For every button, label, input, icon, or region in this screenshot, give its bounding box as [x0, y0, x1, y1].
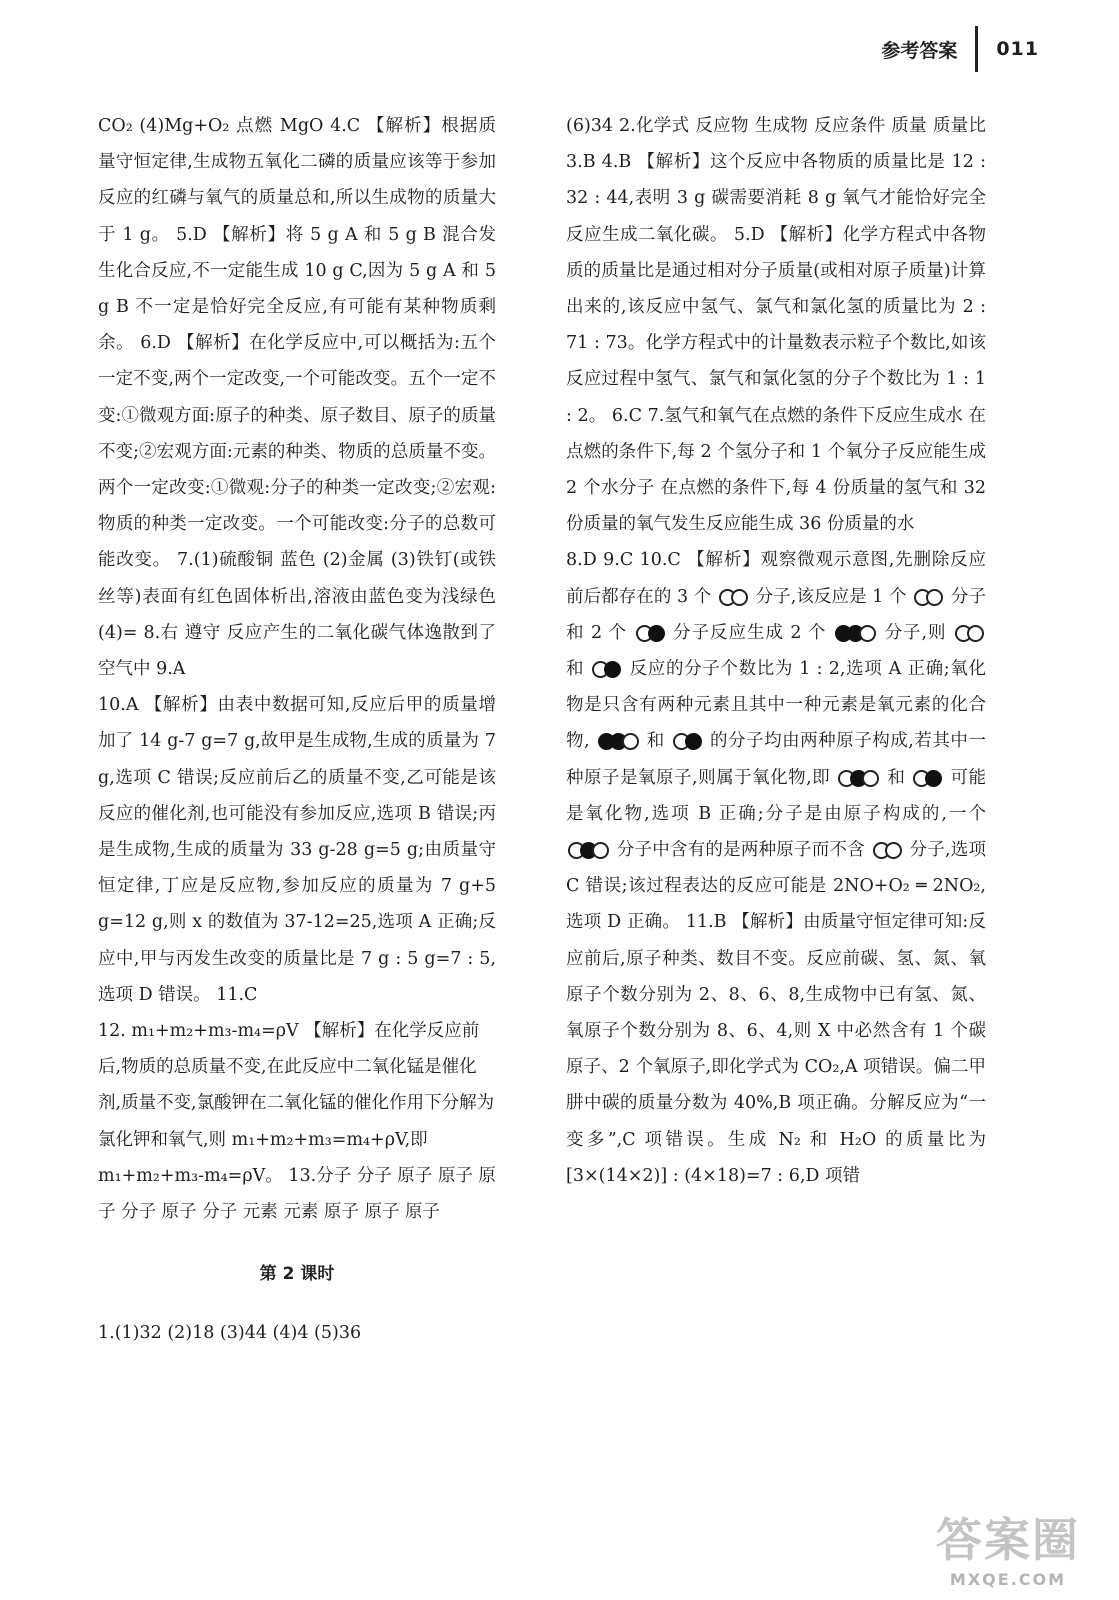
text-segment: 分子中含有的是两种原子而不含 — [616, 840, 865, 861]
section-title: 第 2 课时 — [259, 1264, 335, 1285]
molecule-black-black-white-icon — [835, 625, 876, 642]
molecule-white-black-icon — [913, 770, 942, 787]
watermark-text: 答案圈 — [936, 1512, 1080, 1567]
right-column — [566, 108, 986, 1194]
molecule-white-white-icon — [719, 589, 748, 606]
text-segment: 和 — [566, 659, 585, 680]
text-segment: 和 — [646, 731, 665, 752]
page-number: 011 — [996, 38, 1039, 60]
header-label: 参考答案 — [881, 39, 958, 62]
left-paragraph-4: 1.(1)32 (2)18 (3)44 (4)4 (5)36 — [98, 1322, 362, 1343]
molecule-white-black-white-icon — [838, 770, 879, 787]
molecule-white-black-icon — [673, 733, 702, 750]
text-segment: 分子反应生成 2 个 — [673, 622, 827, 643]
text-segment: 分子,则 — [884, 622, 947, 643]
molecule-white-black-icon — [636, 625, 665, 642]
text-segment: 8.D 9.C 10.C 【解析】观察微观示意图,先删除反应前后都存在的 3 个 — [566, 550, 986, 607]
molecule-black-black-white-icon — [598, 733, 639, 750]
page-header — [881, 26, 1039, 72]
molecule-white-black-white-icon — [568, 842, 609, 859]
text-segment: 分子,该反应是 1 个 — [755, 586, 907, 607]
text-segment: 的分子均由两种原子构成,若其中一种原子是氧原子,则属于氧化物,即 — [566, 731, 986, 788]
text-segment: 和 — [887, 767, 906, 788]
left-column — [98, 108, 496, 1351]
text-segment: 反应的分子个数比为 1 : 2,选项 A 正确;氧化物是只含有两种元素且其中一种元素是氧元素的化合物, — [566, 659, 987, 752]
right-paragraph-1: (6)34 2.化学式 反应物 生成物 反应条件 质量 质量比 3.B 4.B 【解析】这个反应中各物质的质量比是 12 : 32 : 44,表明 3 g 碳需要消耗 8 g 氧气才能恰好完全反应生成二氧化碳。 5.D 【解析】化学方程式中各物质的质量比是通过相对分子质量(或相对原子质量)计算出来的,该反应中氢气、氯气和氯化氢的质量比为 2 : 71 : 73。化学方程式中的计量数表示粒子个数比,如该反应过程中氢气、氯气和氯化氢的分子个数比为 1 : 1 : 2。 6.C 7.氢气和氧气在点燃的条件下反应生成水 在点燃的条件下,每 2 个氢分子和 1 个氧分子反应能生成 2 个水分子 在点燃的条件下,每 4 份质量的氢气和 32 份质量的氧气发生反应能生成 36 份质量的水 — [566, 116, 986, 535]
molecule-white-white-icon — [955, 625, 984, 642]
left-paragraph-2: 10.A 【解析】由表中数据可知,反应后甲的质量增加了 14 g-7 g=7 g,故甲是生成物,生成的质量为 7 g,选项 C 错误;反应前后乙的质量不变,乙可能是该反应的催化剂,也可能没有参加反应,选项 B 错误;丙是生成物,生成的质量为 33 g-28 g=5 g;由质量守恒定律,丁应是反应物,参加反应的质量为 7 g+5 g=12 g,则 x 的数值为 37-12=25,选项 A 正确;反应中,甲与丙发生改变的质量比是 7 g : 5 g=7 : 5,选项 D 错误。 11.C — [98, 695, 496, 1005]
left-paragraph-3: 12. m₁+m₂+m₃-m₄=ρV 【解析】在化学反应前后,物质的总质量不变,在此反应中二氧化锰是催化剂,质量不变,氯酸钾在二氧化锰的催化作用下分解为氯化钾和氧气,则 m₁+m₂+m₃=m₄+ρV,即 m₁+m₂+m₃-m₄=ρV。 13.分子 分子 原子 原子 原子 分子 原子 分子 元素 元素 原子 原子 原子 — [98, 1021, 496, 1223]
text-segment: 可能是氧化物,选项 B 正确;分子是由原子构成的,一个 — [566, 767, 987, 824]
right-paragraph-2 — [566, 542, 986, 1194]
header-divider — [975, 26, 978, 72]
text-segment: 分子和 2 个 — [566, 586, 986, 643]
left-paragraph-1: CO₂ (4)Mg+O₂ 点燃 MgO 4.C 【解析】根据质量守恒定律,生成物五氧化二磷的质量应该等于参加反应的红磷与氧气的质量总和,所以生成物的质量大于 1 g。 5.D 【解析】将 5 g A 和 5 g B 混合发生化合反应,不一定能生成 10 g C,因为 5 g A 和 5 g B 不一定是恰好完全反应,有可能有某种物质剩余。 6.D 【解析】在化学反应中,可以概括为:五个一定不变,两个一定改变,一个可能改变。五个一定不变:①微观方面:原子的种类、原子数目、原子的质量不变;②宏观方面:元素的种类、物质的总质量不变。两个一定改变:①微观:分子的种类一定改变;②宏观:物质的种类一定改变。一个可能改变:分子的总数可能改变。 7.(1)硫酸铜 蓝色 (2)金属 (3)铁钉(或铁丝等)表面有红色固体析出,溶液由蓝色变为浅绿色 (4)= 8.右 遵守 反应产生的二氧化碳气体逸散到了空气中 9.A — [98, 116, 496, 680]
watermark-url: MXQE.COM — [949, 1569, 1067, 1589]
watermark-logo — [913, 1500, 1103, 1592]
molecule-white-black-icon — [592, 661, 621, 678]
text-segment: 分子,选项 C 错误;该过程表达的反应可能是 2NO+O₂ ═ 2NO₂,选项 D 正确。 11.B 【解析】由质量守恒定律可知:反应前后,原子种类、数目不变。反应前碳、氢、氮、氧原子个数分别为 2、8、6、8,生成物中已有氢、氮、氧原子个数分别为 8、6、4,则 X 中必然含有 1 个碳原子、2 个氧原子,即化学式为 CO₂,A 项错误。偏二甲肼中碳的质量分数为 40%,B 项正确。分解反应为“一变多”,C 项错误。生成 N₂ 和 H₂O 的质量比为[3×(14×2)] : (4×18)=7 : 6,D 项错 — [566, 840, 986, 1186]
molecule-white-white-icon — [914, 589, 943, 606]
molecule-white-white-icon — [873, 842, 902, 859]
